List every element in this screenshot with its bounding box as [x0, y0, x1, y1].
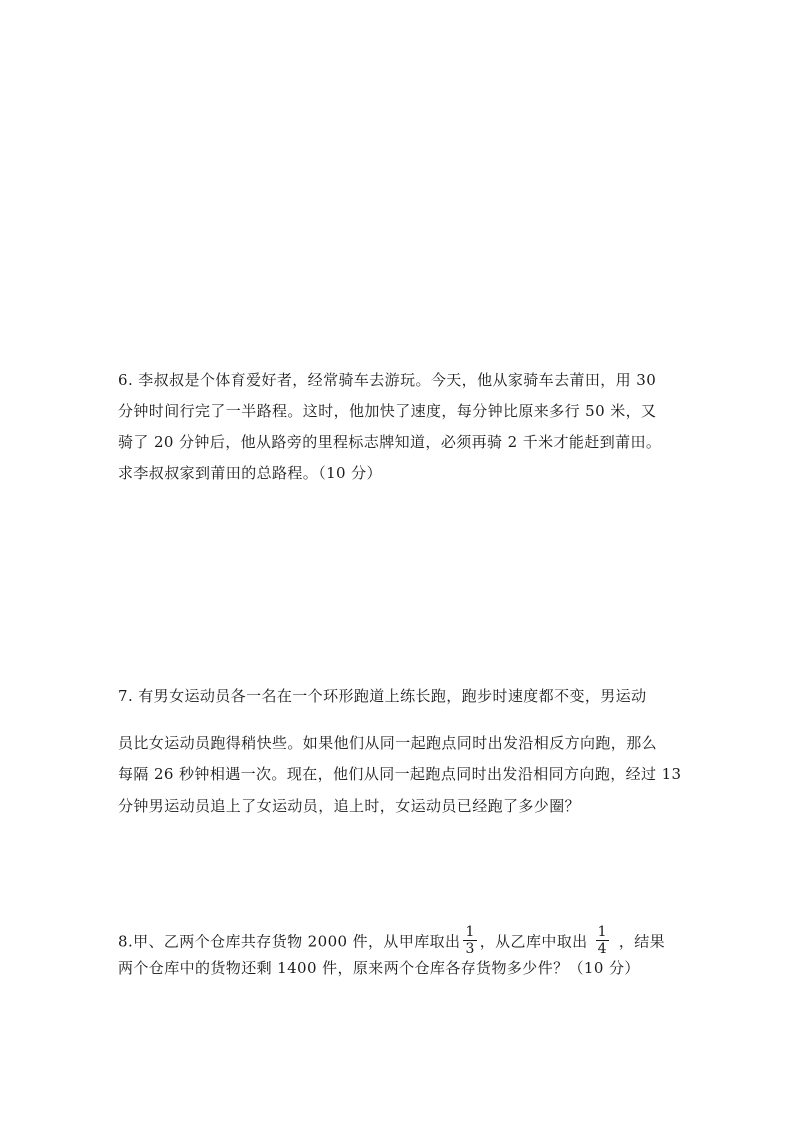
- fraction-one-quarter: [596, 924, 609, 957]
- fraction-2-denominator: 4: [597, 941, 607, 957]
- problem-8-line-1: [118, 926, 665, 959]
- problem-6-line-2: 分钟时间行完了一半路程。这时，他加快了速度，每分钟比原来多行 50 米，又: [118, 402, 657, 420]
- problem-8-text-c: ，结果: [618, 932, 666, 951]
- problem-6-line-3: 骑了 20 分钟后，他从路旁的里程标志牌知道，必须再骑 2 千米才能赶到莆田。: [118, 433, 662, 451]
- fraction-2-numerator: 1: [597, 924, 607, 940]
- problem-6-line-4: 求李叔叔家到莆田的总路程。（10 分）: [118, 464, 382, 482]
- fraction-one-third: [463, 924, 476, 957]
- problem-7-line-3: 每隔 26 秒钟相遇一次。现在，他们从同一起跑点同时出发沿相同方向跑，经过 13: [118, 765, 682, 783]
- problem-8-text-b: ，从乙库中取出: [479, 932, 588, 951]
- problem-7-line-1: 7. 有男女运动员各一名在一个环形跑道上练长跑，跑步时速度都不变，男运动: [118, 687, 647, 705]
- problem-7-line-4: 分钟男运动员追上了女运动员，追上时，女运动员已经跑了多少圈？: [118, 797, 581, 815]
- fraction-1-numerator: 1: [465, 924, 475, 940]
- problem-7-line-2: 员比女运动员跑得稍快些。如果他们从同一起跑点同时出发沿相反方向跑，那么: [118, 734, 658, 752]
- problem-6-line-1: 6. 李叔叔是个体育爱好者，经常骑车去游玩。今天，他从家骑车去莆田，用 30: [118, 371, 657, 389]
- problem-8-line-2: 两个仓库中的货物还剩 1400 件，原来两个仓库各存货物多少件？（10 分）: [118, 959, 640, 977]
- fraction-1-denominator: 3: [465, 941, 475, 957]
- problem-8-text-a: 8.甲、乙两个仓库共存货物 2000 件，从甲库取出: [118, 932, 461, 951]
